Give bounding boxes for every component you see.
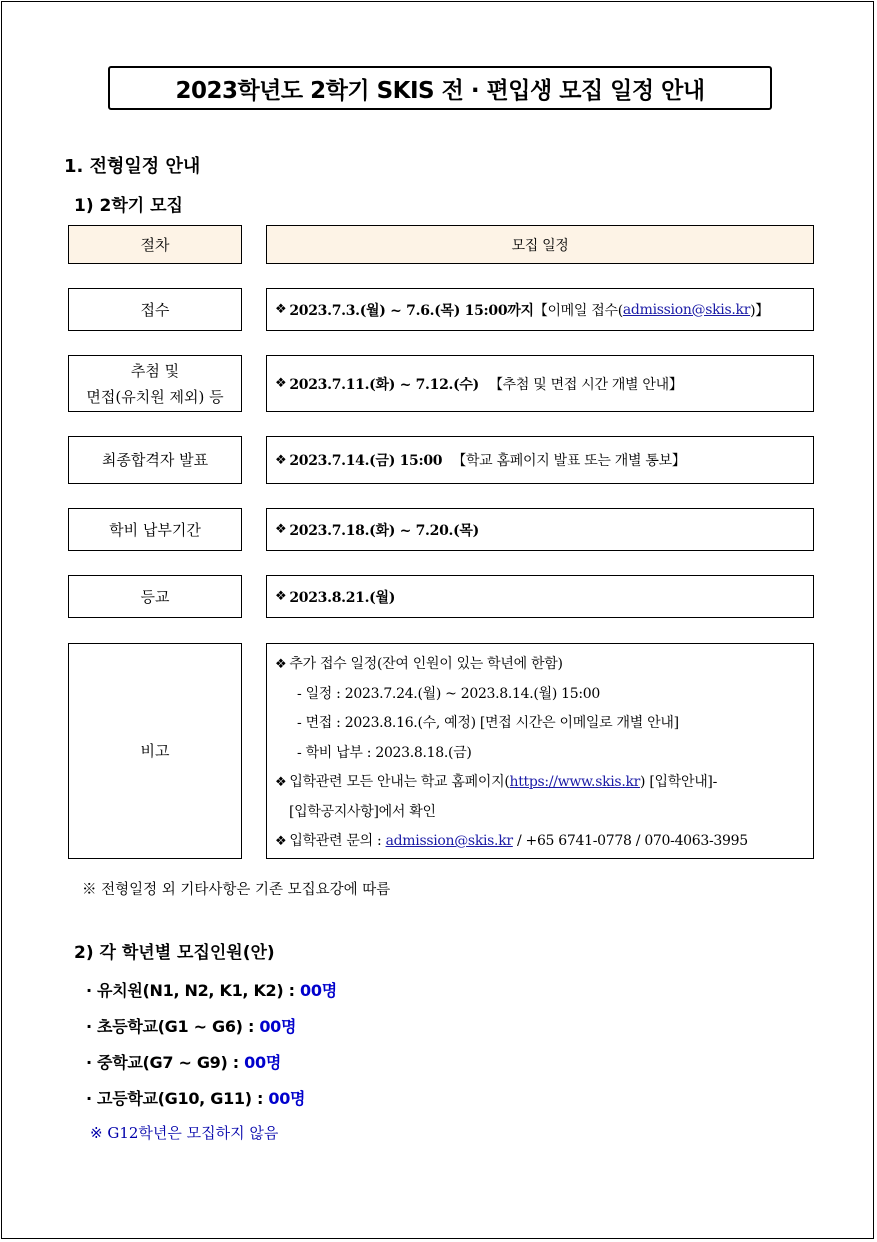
recruit-middle: · 중학교(G7 ~ G9) : 00명 (86, 1053, 281, 1072)
interview-note: 【추첨 및 면접 시간 개별 안내】 (488, 376, 683, 393)
application-date: 2023.7.3.(월) ~ 7.6.(목) 15:00까지 (289, 302, 534, 319)
step-final-announcement: 최종합격자 발표 (68, 436, 242, 484)
announcement-date: 2023.7.14.(금) 15:00 (289, 453, 443, 469)
recruit-elementary: · 초등학교(G1 ~ G6) : 00명 (86, 1017, 297, 1036)
contact-email-link[interactable]: admission@skis.kr (385, 833, 513, 849)
extra-application-title: ❖ 추가 접수 일정(잔여 인원이 있는 학년에 한함) (275, 656, 563, 672)
step-application: 접수 (68, 288, 242, 331)
contact-line: ❖ 입학관련 문의 : admission@skis.kr / +65 6741-0778 / 070-4063-3995 (275, 833, 748, 849)
school-start-date: 2023.8.21.(월) (289, 589, 396, 606)
tuition-date: 2023.7.18.(화) ~ 7.20.(목) (289, 522, 479, 539)
document-page (1, 1, 874, 1239)
schedule-school-start (266, 575, 814, 618)
subsection-heading-recruitment: 2) 각 학년별 모집인원(안) (74, 943, 275, 963)
diamond-bullet-icon: ❖ (275, 376, 287, 391)
table-header-schedule: 모집 일정 (266, 225, 814, 264)
info-line: ❖ 입학관련 모든 안내는 학교 홈페이지(https://www.skis.kr) [입학안내]- (275, 774, 718, 790)
section-heading-schedule: 1. 전형일정 안내 (64, 156, 201, 177)
schedule-tuition-payment (266, 508, 814, 551)
extra-tuition: - 학비 납부 : 2023.8.18.(금) (297, 744, 472, 761)
g12-note: ※ G12학년은 모집하지 않음 (90, 1124, 279, 1142)
announcement-note: 【학교 홈페이지 발표 또는 개별 통보】 (452, 453, 686, 469)
step-tuition-payment: 학비 납부기간 (68, 508, 242, 551)
step-remarks: 비고 (68, 643, 242, 859)
remarks-content (266, 643, 814, 859)
application-note-suffix: )】 (750, 302, 769, 319)
interview-date: 2023.7.11.(화) ~ 7.12.(수) (289, 376, 479, 393)
diamond-bullet-icon: ❖ (275, 522, 287, 537)
schedule-lottery-interview (266, 355, 814, 412)
diamond-bullet-icon: ❖ (275, 657, 287, 672)
info-line-2: [입학공지사항]에서 확인 (289, 803, 436, 820)
recruit-kindergarten: · 유치원(N1, N2, K1, K2) : 00명 (86, 981, 337, 1000)
recruit-high: · 고등학교(G10, G11) : 00명 (86, 1089, 306, 1108)
school-homepage-link[interactable]: https://www.skis.kr (509, 774, 641, 790)
diamond-bullet-icon: ❖ (275, 775, 287, 790)
step-lottery-interview: 추첨 및 면접(유치원 제외) 등 (68, 355, 242, 412)
admission-email-link[interactable]: admission@skis.kr (622, 301, 751, 318)
schedule-final-announcement (266, 436, 814, 484)
schedule-remark-note: ※ 전형일정 외 기타사항은 기존 모집요강에 따름 (82, 882, 391, 898)
diamond-bullet-icon: ❖ (275, 834, 287, 849)
step-school-start: 등교 (68, 575, 242, 618)
diamond-bullet-icon: ❖ (275, 302, 287, 317)
table-header-step: 절차 (68, 225, 242, 264)
subsection-heading-semester2: 1) 2학기 모집 (74, 196, 183, 216)
document-title: 2023학년도 2학기 SKIS 전 · 편입생 모집 일정 안내 (108, 66, 772, 110)
diamond-bullet-icon: ❖ (275, 452, 287, 468)
extra-interview: - 면접 : 2023.8.16.(수, 예정) [면접 시간은 이메일로 개별 안내] (297, 715, 679, 731)
schedule-application (266, 288, 814, 331)
diamond-bullet-icon: ❖ (275, 589, 287, 604)
application-note-prefix: 【이메일 접수( (533, 302, 623, 319)
extra-schedule: - 일정 : 2023.7.24.(월) ~ 2023.8.14.(월) 15:00 (297, 685, 600, 702)
